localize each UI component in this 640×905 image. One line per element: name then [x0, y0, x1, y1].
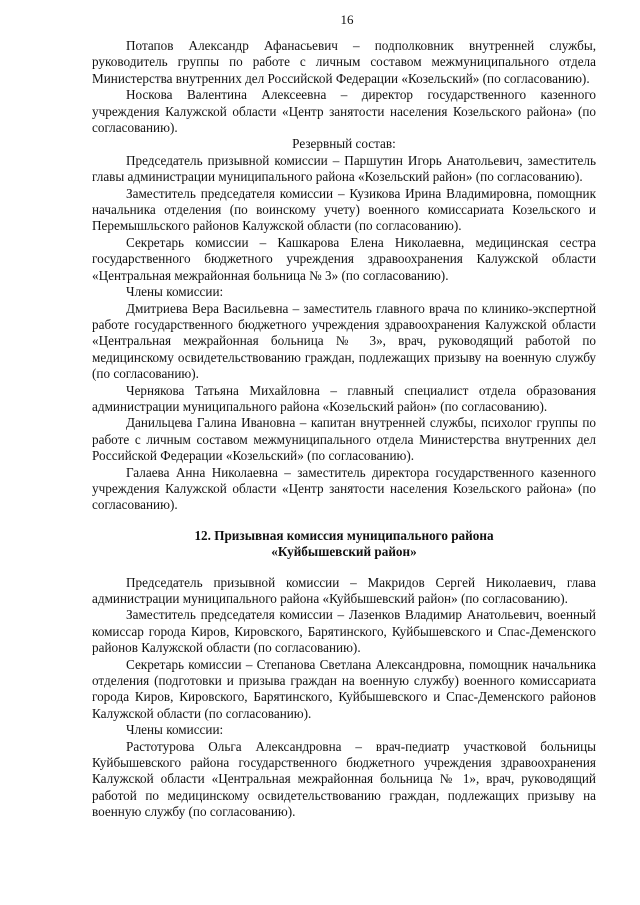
paragraph-noskova: Носкова Валентина Алексеевна – директор государственного казенного учреждения Калужской области «Центр занятости населения Козельского района» (по согласованию). — [92, 87, 596, 136]
section-title-line2: «Куйбышевский район» — [271, 544, 417, 560]
paragraph-galaeva: Галаева Анна Николаевна – заместитель директора государственного казенного учреждения Калужской области «Центр занятости населения Козельского района» (по согласованию). — [92, 464, 596, 513]
paragraph-section-chair: Председатель призывной комиссии – Макридов Сергей Николаевич, глава администрации муниципального района «Куйбышевский район» (по согласованию). — [92, 574, 596, 606]
paragraph-reserve-deputy: Заместитель председателя комиссии – Кузикова Ирина Владимировна, помощник начальника отделения (по воинскому учету) военного комиссариата Козельского и Перемышльского районов Калужской области (по согласованию). — [92, 185, 596, 234]
reserve-heading: Резервный состав: — [292, 136, 396, 152]
paragraph-rastoturova: Растотурова Ольга Александровна – врач-педиатр участковой больницы Куйбышевского района государственного бюджетного учреждения здравоохранения Калужской области «Центральная межрайонная больница № 1», врач, руководящий работой по медицинскому освидетельствованию граждан, подлежащих призыву на военную службу (по согласованию). — [92, 738, 596, 820]
paragraph-potapov: Потапов Александр Афанасьевич – подполковник внутренней службы, руководитель группы по работе с личным составом межмуниципального отдела Министерства внутренних дел Российской Федерации «Козельский» (по согласованию). — [92, 38, 596, 86]
section-members-heading: Члены комиссии: — [126, 722, 224, 738]
paragraph-section-deputy: Заместитель председателя комиссии – Лазенков Владимир Анатольевич, военный комиссар города Киров, Кировского, Барятинского, Куйбышевского и Спас-Деменского районов Калужской области (по согласованию). — [92, 607, 596, 656]
section-title-line1: 12. Призывная комиссия муниципального района — [194, 527, 494, 543]
paragraph-dmitrieva: Дмитриева Вера Васильевна – заместитель главного врача по клинико-экспертной работе государственного бюджетного учреждения здравоохранения Калужской области «Центральная межрайонная больница № 3», врач, руководящий работой по медицинскому освидетельствованию граждан, подлежащих призыву на военную службу (по согласованию). — [92, 300, 596, 382]
paragraph-chernyakova: Чернякова Татьяна Михайловна – главный специалист отдела образования администрации муниципального района «Козельский район» (по согласованию). — [92, 382, 596, 414]
section-title — [92, 528, 596, 561]
paragraph-reserve-chair: Председатель призывной комиссии – Паршутин Игорь Анатольевич, заместитель главы администрации муниципального района «Козельский район» (по согласованию). — [92, 152, 596, 185]
paragraph-section-secretary: Секретарь комиссии – Степанова Светлана Александровна, помощник начальника отделения (подготовки и призыва граждан на военную службу) военного комиссариата города Киров, Кировского, Барятинского, Куйбышевского и Спас-Деменского районов Калужской области (по согласованию). — [92, 656, 596, 721]
paragraph-daniltseva: Данильцева Галина Ивановна – капитан внутренней службы, психолог группы по работе с личным составом межмуниципального отдела Министерства внутренних дел Российской Федерации «Козельский» (по согласованию). — [92, 415, 596, 464]
page-number: 16 — [340, 12, 354, 27]
paragraph-reserve-secretary: Секретарь комиссии – Кашкарова Елена Николаевна, медицинская сестра государственного бюджетного учреждения здравоохранения Калужской области «Центральная межрайонная больница № 3» (по согласованию). — [92, 234, 596, 283]
reserve-members-heading: Члены комиссии: — [126, 284, 224, 300]
